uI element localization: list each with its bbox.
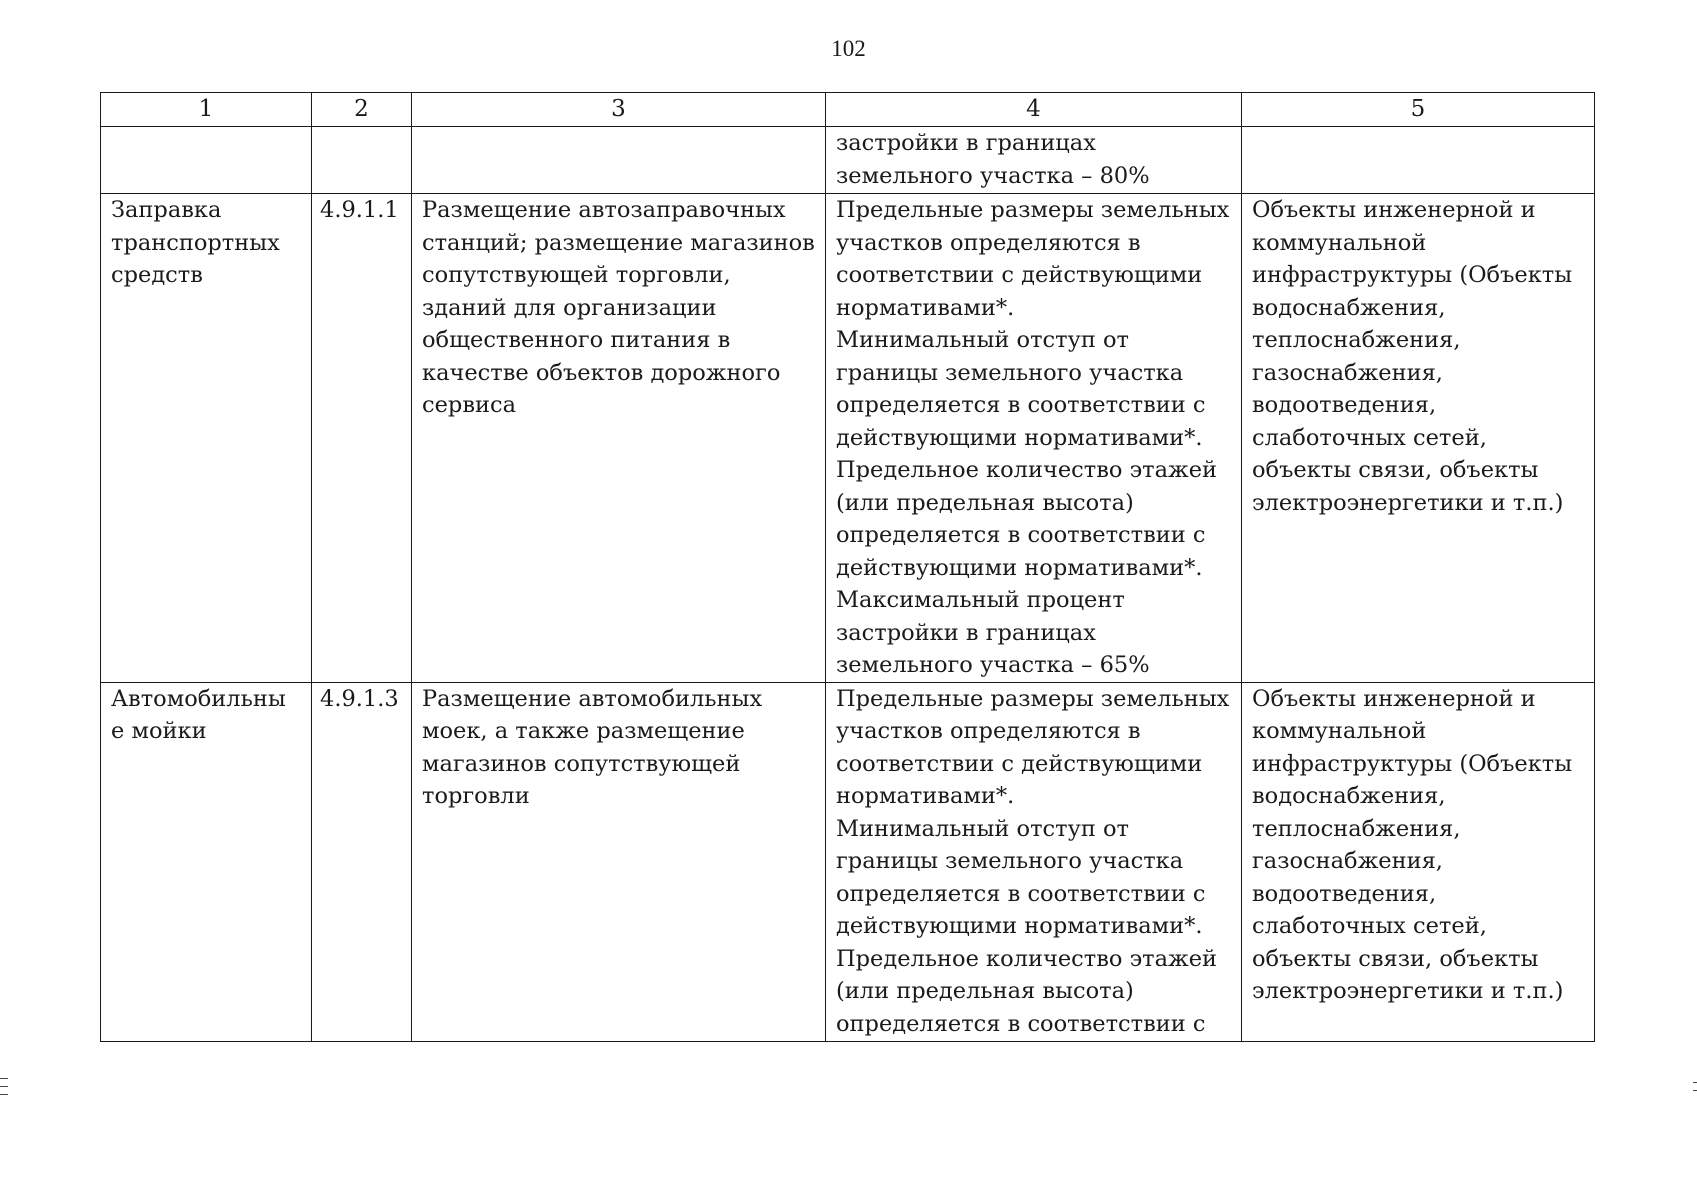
- text-line: границы земельного участка: [836, 848, 1184, 874]
- text-line: Размещение автомобильных: [422, 685, 763, 712]
- text-line: Размещение автозаправочных: [422, 197, 786, 223]
- column-header-3: 3: [412, 93, 826, 127]
- column-header-1: 1: [101, 93, 312, 127]
- cell-parameters: [826, 194, 1242, 683]
- land-use-table: [100, 92, 1595, 1042]
- text-line: электроэнергетики и т.п.): [1252, 978, 1564, 1004]
- text-line: нормативами*.: [836, 783, 1015, 809]
- text-line: действующими нормативами*.: [836, 424, 1203, 451]
- text-line: теплоснабжения,: [1252, 327, 1461, 353]
- text-line: теплоснабжения,: [1252, 815, 1461, 842]
- text-line: Заправка: [111, 197, 222, 223]
- text-line: нормативами*.: [836, 294, 1015, 321]
- text-line: зданий для организации: [422, 294, 717, 321]
- column-header-2: 2: [312, 93, 412, 127]
- text-line: границы земельного участка: [836, 359, 1184, 386]
- text-line: соответствии с действующими: [836, 262, 1203, 288]
- cell-name: [101, 127, 312, 194]
- text-line: застройки в границах: [836, 130, 1096, 156]
- text-line: средств: [111, 262, 203, 288]
- text-line: слаботочных сетей,: [1252, 424, 1487, 451]
- text-line: общественного питания в: [422, 327, 731, 353]
- scan-edge-mark-right: [1693, 1090, 1697, 1091]
- text-line: Объекты инженерной и: [1252, 685, 1536, 712]
- text-line: объекты связи, объекты: [1252, 945, 1539, 972]
- cell-parameters: [826, 127, 1242, 194]
- text-line: сервиса: [422, 392, 516, 418]
- text-line: действующими нормативами*.: [836, 554, 1203, 581]
- header-row: [101, 93, 1595, 127]
- scan-edge-mark-left: [0, 1094, 8, 1095]
- text-line: сопутствующей торговли,: [422, 262, 731, 288]
- text-line: коммунальной: [1252, 229, 1427, 256]
- text-line: газоснабжения,: [1252, 848, 1443, 874]
- column-header-5: 5: [1242, 93, 1595, 127]
- text-line: водоотведения,: [1252, 880, 1437, 907]
- cell-infrastructure: [1242, 127, 1595, 194]
- text-line: е мойки: [111, 718, 207, 744]
- text-line: Минимальный отступ от: [836, 327, 1129, 353]
- text-line: электроэнергетики и т.п.): [1252, 489, 1564, 516]
- text-line: газоснабжения,: [1252, 359, 1443, 386]
- text-line: слаботочных сетей,: [1252, 913, 1487, 939]
- text-line: определяется в соответствии с: [836, 392, 1206, 418]
- text-line: определяется в соответствии с: [836, 1010, 1206, 1037]
- text-line: Предельные размеры земельных: [836, 197, 1230, 223]
- column-header-4: 4: [826, 93, 1242, 127]
- text-line: водоотведения,: [1252, 392, 1437, 418]
- text-line: транспортных: [111, 229, 280, 256]
- page-number: 102: [831, 36, 866, 61]
- scan-edge-mark-left: [0, 1086, 8, 1087]
- cell-code: 4.9.1.1: [312, 194, 412, 683]
- table-row-car-wash: [101, 682, 1595, 1041]
- table-row-fuel-station: [101, 194, 1595, 683]
- text-line: Автомобильны: [111, 685, 286, 712]
- text-line: коммунальной: [1252, 718, 1427, 744]
- cell-infrastructure: [1242, 194, 1595, 683]
- text-line: Минимальный отступ от: [836, 815, 1129, 842]
- text-line: торговли: [422, 783, 530, 809]
- cell-description: [412, 127, 826, 194]
- text-line: объекты связи, объекты: [1252, 457, 1539, 483]
- cell-code: [312, 127, 412, 194]
- cell-description: [412, 682, 826, 1041]
- text-line: водоснабжения,: [1252, 783, 1446, 809]
- text-line: (или предельная высота): [836, 489, 1134, 516]
- text-line: качестве объектов дорожного: [422, 359, 781, 386]
- text-line: водоснабжения,: [1252, 294, 1446, 321]
- text-line: определяется в соответствии с: [836, 522, 1206, 548]
- cell-name: [101, 682, 312, 1041]
- text-line: инфраструктуры (Объекты: [1252, 750, 1573, 777]
- scan-edge-mark-left: [0, 1078, 8, 1079]
- text-line: соответствии с действующими: [836, 750, 1203, 777]
- cell-infrastructure: [1242, 682, 1595, 1041]
- text-line: земельного участка – 80%: [836, 162, 1150, 189]
- text-line: действующими нормативами*.: [836, 913, 1203, 939]
- cell-description: [412, 194, 826, 683]
- text-line: магазинов сопутствующей: [422, 750, 741, 777]
- text-line: станций; размещение магазинов: [422, 229, 815, 256]
- text-line: инфраструктуры (Объекты: [1252, 262, 1573, 288]
- cell-parameters: [826, 682, 1242, 1041]
- cell-name: [101, 194, 312, 683]
- text-line: Предельное количество этажей: [836, 945, 1218, 972]
- scan-edge-mark-right: [1693, 1082, 1697, 1083]
- text-line: определяется в соответствии с: [836, 880, 1206, 907]
- text-line: Объекты инженерной и: [1252, 197, 1536, 223]
- cell-code: 4.9.1.3: [312, 682, 412, 1041]
- text-line: моек, а также размещение: [422, 718, 745, 744]
- text-line: (или предельная высота): [836, 978, 1134, 1004]
- text-line: участков определяются в: [836, 229, 1141, 256]
- text-line: застройки в границах: [836, 619, 1096, 646]
- text-line: Предельные размеры земельных: [836, 685, 1230, 712]
- text-line: Максимальный процент: [836, 587, 1125, 613]
- table-row-continuation: [101, 127, 1595, 194]
- text-line: участков определяются в: [836, 718, 1141, 744]
- text-line: земельного участка – 65%: [836, 652, 1150, 678]
- text-line: Предельное количество этажей: [836, 457, 1218, 483]
